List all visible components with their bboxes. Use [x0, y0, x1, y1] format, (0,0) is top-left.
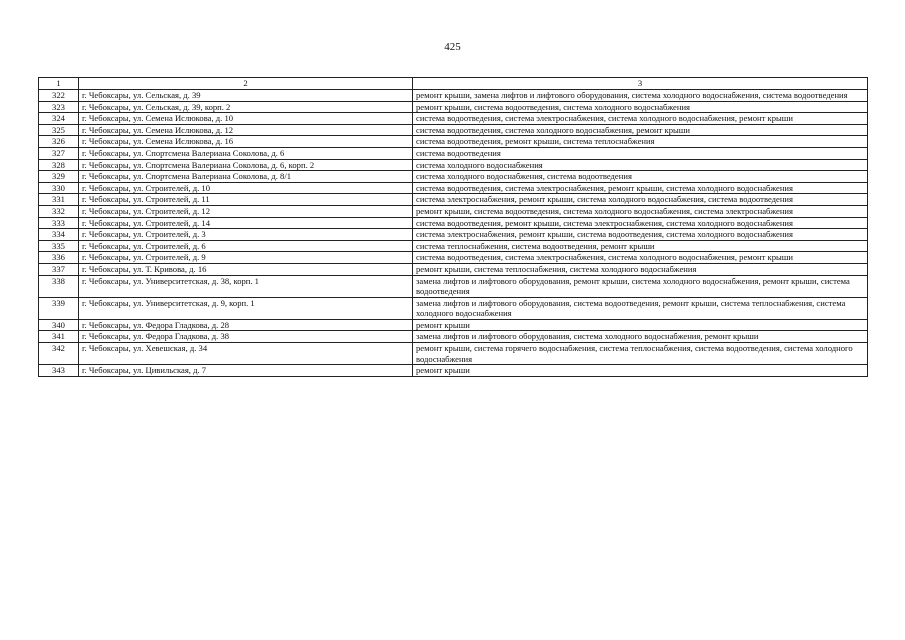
works-cell: система водоотведения, система холодного водоснабжения, ремонт крыши — [413, 124, 868, 136]
row-number-cell: 326 — [39, 136, 79, 148]
table-row — [39, 159, 868, 171]
address-cell: г. Чебоксары, ул. Университетская, д. 9, корп. 1 — [79, 297, 413, 319]
row-number-cell: 334 — [39, 229, 79, 241]
row-number-cell: 340 — [39, 319, 79, 331]
table-row — [39, 194, 868, 206]
address-cell: г. Чебоксары, ул. Строителей, д. 9 — [79, 252, 413, 264]
works-cell: система водоотведения, ремонт крыши, система теплоснабжения — [413, 136, 868, 148]
address-cell: г. Чебоксары, ул. Семена Ислюкова, д. 16 — [79, 136, 413, 148]
table-row — [39, 229, 868, 241]
table-row — [39, 297, 868, 319]
works-cell: замена лифтов и лифтового оборудования, система холодного водоснабжения, ремонт крыши — [413, 331, 868, 343]
address-cell: г. Чебоксары, ул. Строителей, д. 3 — [79, 229, 413, 241]
table-row — [39, 263, 868, 275]
table-row — [39, 240, 868, 252]
works-cell: система холодного водоснабжения, система водоотведения — [413, 171, 868, 183]
works-cell: замена лифтов и лифтового оборудования, ремонт крыши, система холодного водоснабжения, ремонт крыши, система водоотведения — [413, 275, 868, 297]
table-row — [39, 275, 868, 297]
works-cell: ремонт крыши, замена лифтов и лифтового оборудования, система холодного водоснабжения, система водоотведения — [413, 90, 868, 102]
works-cell: система водоотведения, система электроснабжения, система холодного водоснабжения, ремонт крыши — [413, 252, 868, 264]
table-row — [39, 171, 868, 183]
table-row — [39, 90, 868, 102]
column-header-number: 1 — [39, 78, 79, 90]
page-number: 425 — [444, 41, 461, 53]
row-number-cell: 338 — [39, 275, 79, 297]
row-number-cell: 324 — [39, 113, 79, 125]
works-cell: ремонт крыши, система теплоснабжения, система холодного водоснабжения — [413, 263, 868, 275]
address-cell: г. Чебоксары, ул. Семена Ислюкова, д. 12 — [79, 124, 413, 136]
works-cell: ремонт крыши, система водоотведения, система холодного водоснабжения — [413, 101, 868, 113]
address-cell: г. Чебоксары, ул. Семена Ислюкова, д. 10 — [79, 113, 413, 125]
table-row — [39, 319, 868, 331]
works-cell: система водоотведения, ремонт крыши, система электроснабжения, система холодного водоснабжения — [413, 217, 868, 229]
table-row — [39, 147, 868, 159]
works-cell: система электроснабжения, ремонт крыши, система водоотведения, система холодного водоснабжения — [413, 229, 868, 241]
row-number-cell: 343 — [39, 365, 79, 377]
row-number-cell: 330 — [39, 182, 79, 194]
works-cell: система водоотведения, система электроснабжения, система холодного водоснабжения, ремонт крыши — [413, 113, 868, 125]
row-number-cell: 339 — [39, 297, 79, 319]
address-cell: г. Чебоксары, ул. Строителей, д. 10 — [79, 182, 413, 194]
row-number-cell: 337 — [39, 263, 79, 275]
table-header-row — [39, 78, 868, 90]
works-cell: система водоотведения, система электроснабжения, ремонт крыши, система холодного водоснабжения — [413, 182, 868, 194]
works-cell: система теплоснабжения, система водоотведения, ремонт крыши — [413, 240, 868, 252]
address-cell: г. Чебоксары, ул. Строителей, д. 6 — [79, 240, 413, 252]
table-row — [39, 182, 868, 194]
works-cell: замена лифтов и лифтового оборудования, система водоотведения, ремонт крыши, система теплоснабжения, система холодного водоснабжения — [413, 297, 868, 319]
table-row — [39, 124, 868, 136]
column-header-works: 3 — [413, 78, 868, 90]
row-number-cell: 335 — [39, 240, 79, 252]
row-number-cell: 325 — [39, 124, 79, 136]
works-cell: система холодного водоснабжения — [413, 159, 868, 171]
row-number-cell: 327 — [39, 147, 79, 159]
address-cell: г. Чебоксары, ул. Федора Гладкова, д. 28 — [79, 319, 413, 331]
address-cell: г. Чебоксары, ул. Строителей, д. 12 — [79, 205, 413, 217]
address-cell: г. Чебоксары, ул. Федора Гладкова, д. 38 — [79, 331, 413, 343]
address-cell: г. Чебоксары, ул. Т. Кривова, д. 16 — [79, 263, 413, 275]
address-cell: г. Чебоксары, ул. Строителей, д. 11 — [79, 194, 413, 206]
address-cell: г. Чебоксары, ул. Сельская, д. 39, корп. 2 — [79, 101, 413, 113]
table-body — [39, 90, 868, 377]
row-number-cell: 323 — [39, 101, 79, 113]
address-cell: г. Чебоксары, ул. Спортсмена Валериана Соколова, д. 6, корп. 2 — [79, 159, 413, 171]
address-cell: г. Чебоксары, ул. Спортсмена Валериана Соколова, д. 8/1 — [79, 171, 413, 183]
column-header-address: 2 — [79, 78, 413, 90]
table-row — [39, 136, 868, 148]
row-number-cell: 328 — [39, 159, 79, 171]
works-cell: ремонт крыши — [413, 319, 868, 331]
table-row — [39, 252, 868, 264]
row-number-cell: 336 — [39, 252, 79, 264]
works-cell: ремонт крыши, система водоотведения, система холодного водоснабжения, система электроснабжения — [413, 205, 868, 217]
row-number-cell: 342 — [39, 343, 79, 365]
row-number-cell: 332 — [39, 205, 79, 217]
table-row — [39, 217, 868, 229]
works-cell: ремонт крыши — [413, 365, 868, 377]
works-cell: ремонт крыши, система горячего водоснабжения, система теплоснабжения, система водоотведения, система холодного водоснабжения — [413, 343, 868, 365]
address-cell: г. Чебоксары, ул. Хевешская, д. 34 — [79, 343, 413, 365]
table-row — [39, 365, 868, 377]
row-number-cell: 331 — [39, 194, 79, 206]
table-row — [39, 101, 868, 113]
address-cell: г. Чебоксары, ул. Строителей, д. 14 — [79, 217, 413, 229]
row-number-cell: 329 — [39, 171, 79, 183]
table-row — [39, 331, 868, 343]
row-number-cell: 341 — [39, 331, 79, 343]
table-row — [39, 113, 868, 125]
address-cell: г. Чебоксары, ул. Спортсмена Валериана Соколова, д. 6 — [79, 147, 413, 159]
table-row — [39, 205, 868, 217]
registry-table — [38, 77, 868, 377]
table-row — [39, 343, 868, 365]
address-cell: г. Чебоксары, ул. Сельская, д. 39 — [79, 90, 413, 102]
works-cell: система водоотведения — [413, 147, 868, 159]
row-number-cell: 322 — [39, 90, 79, 102]
address-cell: г. Чебоксары, ул. Университетская, д. 38, корп. 1 — [79, 275, 413, 297]
row-number-cell: 333 — [39, 217, 79, 229]
address-cell: г. Чебоксары, ул. Цивильская, д. 7 — [79, 365, 413, 377]
works-cell: система электроснабжения, ремонт крыши, система холодного водоснабжения, система водоотведения — [413, 194, 868, 206]
